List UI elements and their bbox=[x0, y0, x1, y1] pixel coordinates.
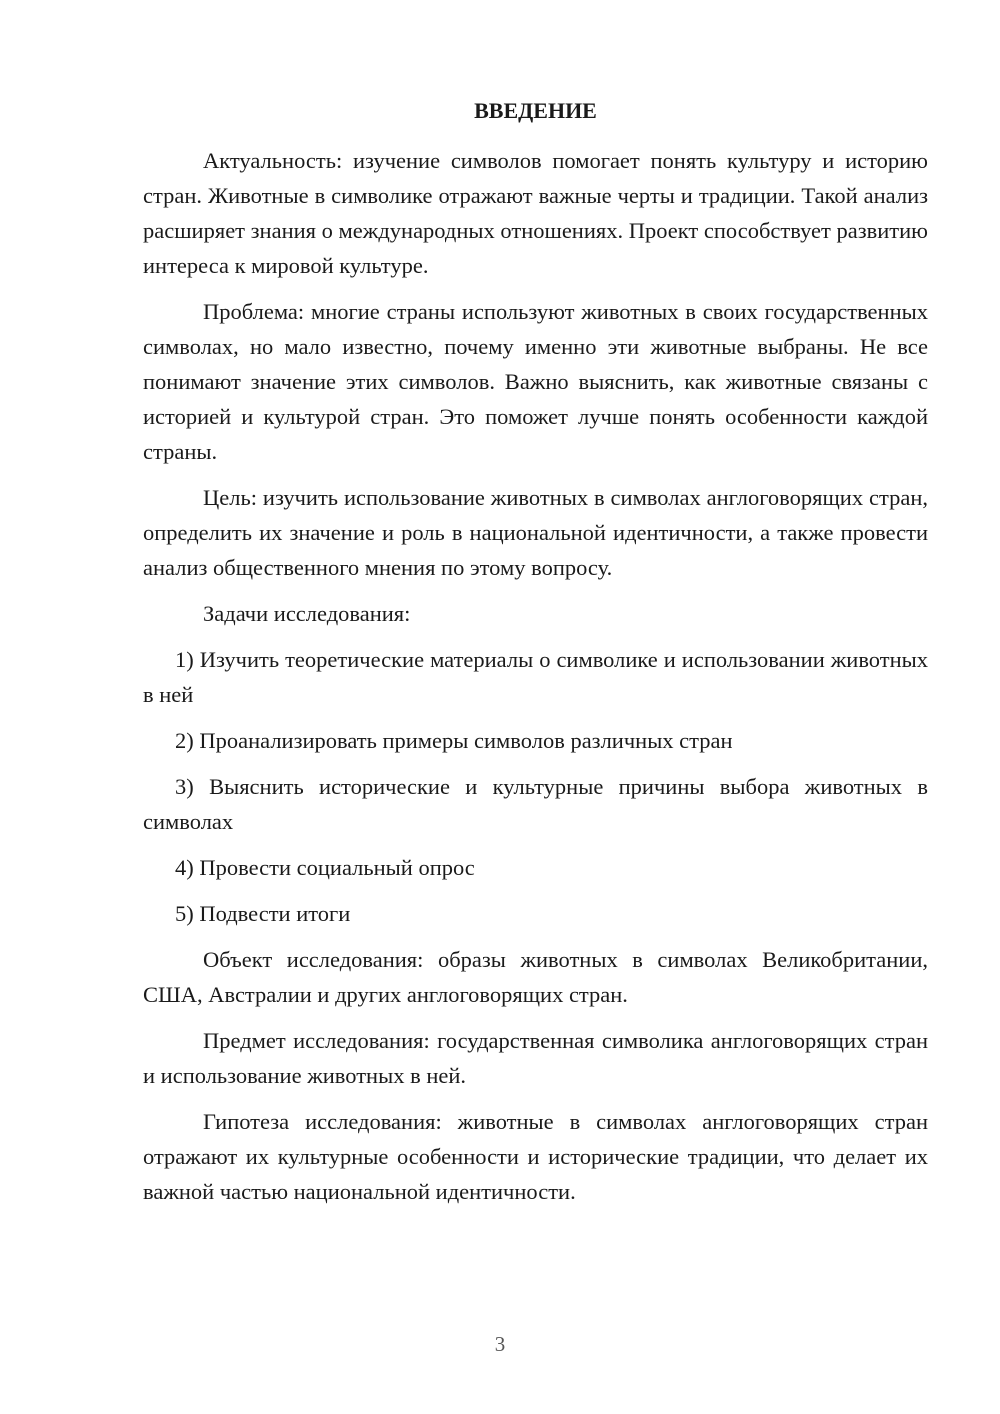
task-item-5: 5) Подвести итоги bbox=[175, 901, 351, 926]
relevance-paragraph: Актуальность: изучение символов помогает понять культуру и историю стран. Животные в символике отражают важные черты и традиции. Такой анализ расширяет знания о международных отношениях. Проект способствует развитию интереса к мировой культуре. bbox=[143, 148, 928, 278]
tasks-heading: Задачи исследования: bbox=[203, 601, 411, 626]
problem-paragraph: Проблема: многие страны используют животных в своих государственных символах, но мало известно, почему именно эти животные выбраны. Не все понимают значение этих символов. Важно выяснить, как животные связаны с историей и культурой стран. Это поможет лучше понять особенности каждой страны. bbox=[143, 299, 928, 464]
goal-paragraph: Цель: изучить использование животных в символах англоговорящих стран, определить их значение и роль в национальной идентичности, а также провести анализ общественного мнения по этому вопросу. bbox=[143, 485, 928, 580]
task-item-1: 1) Изучить теоретические материалы о символике и использовании животных в ней bbox=[143, 647, 928, 707]
task-item-4: 4) Провести социальный опрос bbox=[175, 855, 475, 880]
object-paragraph: Объект исследования: образы животных в символах Великобритании, США, Австралии и других англоговорящих стран. bbox=[143, 947, 928, 1007]
document-page bbox=[143, 93, 928, 1220]
section-title: ВВЕДЕНИЕ bbox=[474, 98, 597, 123]
subject-paragraph: Предмет исследования: государственная символика англоговорящих стран и использование животных в ней. bbox=[143, 1028, 928, 1088]
hypothesis-paragraph: Гипотеза исследования: животные в символах англоговорящих стран отражают их культурные особенности и исторические традиции, что делает их важной частью национальной идентичности. bbox=[143, 1109, 928, 1204]
task-item-3: 3) Выяснить исторические и культурные причины выбора животных в символах bbox=[143, 774, 928, 834]
task-item-2: 2) Проанализировать примеры символов различных стран bbox=[175, 728, 733, 753]
page-number: 3 bbox=[494, 1332, 506, 1356]
